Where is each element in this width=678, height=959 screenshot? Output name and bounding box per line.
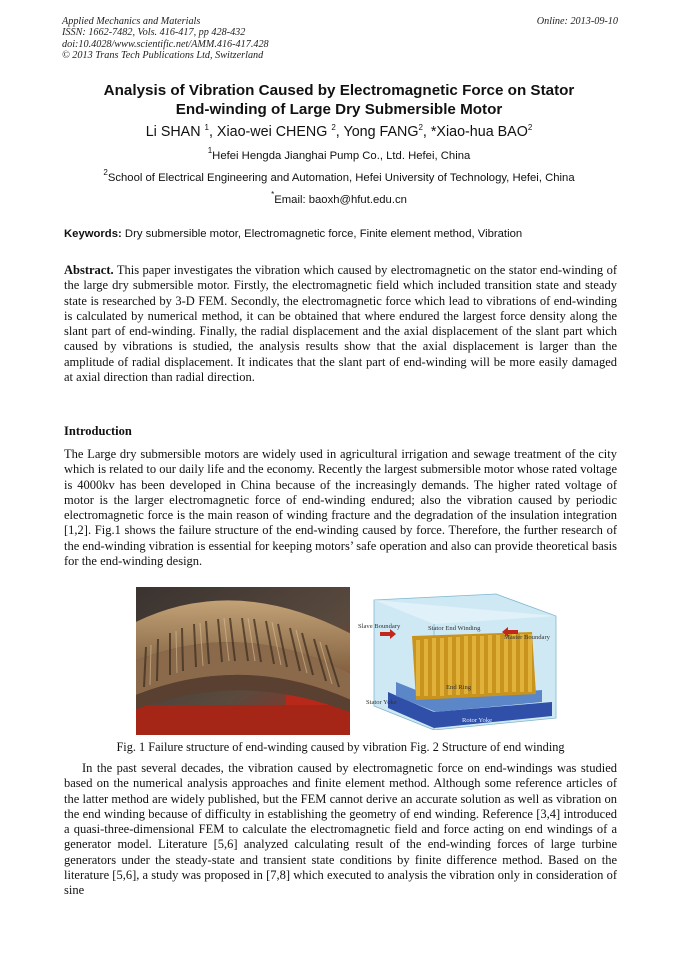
paper-title [40, 81, 638, 119]
author-1-affil: 1 [204, 123, 209, 132]
affiliation-1-text: Hefei Hengda Jianghai Pump Co., Ltd. Hefei, China [212, 150, 471, 162]
figure-1-photo [136, 587, 350, 735]
label-slave-boundary: Slave Boundary [358, 623, 401, 630]
figure-caption: Fig. 1 Failure structure of end-winding caused by vibration Fig. 2 Structure of end winding [116, 740, 565, 754]
label-master-boundary: Master Boundary [504, 634, 550, 641]
doi: doi:10.4028/www.scientific.net/AMM.416-417.428 [62, 38, 269, 50]
author-list [40, 122, 638, 142]
figure-2-model [356, 590, 564, 730]
copyright: © 2013 Trans Tech Publications Ltd, Switzerland [62, 50, 264, 62]
introduction-paragraph-2: In the past several decades, the vibration caused by electromagnetic force on end-windings was studied based on the numerical analysis approaches and finite element method. Although some reference articles of the latter method are widely published, but the FEM cannot derive an accurate solution as well as vibration on the end winding because of difficulty in establishing the geometry of end winding. Reference [3,4] introduced a quasi-three-dimensional FEM to calculate the electromagnetic field and force acting on end windings of a generator model. Literature [5,6] analyzed calculating result of the end-winding forces of large turbine generators under the steady-state and transient state conditions by finite difference method. Based on the literature [5,6], a study was proposed in [7,8] which executed to analysis the vibration only in consideration of sine [64, 761, 617, 898]
abstract-text: This paper investigates the vibration which caused by electromagnetic on the stator end-winding of the large dry submersible motor. Firstly, the electromagnetic field which included transition state and steady state is researched by 3-D FEM. Secondly, the electromagnetic force which lead to vibrations of end-winding is calculated by numerical method, it can be obtained that where endured the largest force density along the slant part of end-winding. Finally, the radial displacement and the axial displacement of the slant part which caused by vibrations is studied, the analysis results show that the axial displacement is larger than the amplitude of radial displacement. It indicates that the slant part of end-winding will be more easily damaged at axial direction than radial direction. [64, 263, 617, 385]
label-stator-end-winding: Stator End Winding [428, 625, 481, 632]
introduction-heading: Introduction [64, 424, 132, 438]
author-2-affil: 2 [331, 123, 336, 132]
author-2: , Xiao-wei CHENG [208, 124, 332, 140]
corresponding-email [30, 190, 648, 207]
keywords [64, 227, 620, 241]
journal-name: Applied Mechanics and Materials [62, 16, 201, 27]
label-rotor-yoke: Rotor Yoke [462, 717, 493, 724]
figure-2-image [356, 590, 564, 730]
journal-header [62, 16, 618, 62]
affiliation-2 [30, 168, 648, 185]
online-date: Online: 2013-09-10 [536, 16, 618, 27]
title-line-1: Analysis of Vibration Caused by Electromagnetic Force on Stator [103, 82, 575, 99]
email-text: Email: baoxh@hfut.edu.cn [274, 194, 407, 206]
affiliation-1 [30, 146, 648, 163]
email-mark: * [271, 190, 275, 199]
keywords-text: Dry submersible motor, Electromagnetic force, Finite element method, Vibration [121, 228, 523, 240]
affiliation-1-mark: 1 [207, 146, 213, 155]
label-stator-yoke: Stator Yoke [366, 699, 397, 706]
author-4: , *Xiao-hua BAO [422, 124, 528, 140]
author-3: , Yong FANG [335, 124, 419, 140]
title-line-2: End-winding of Large Dry Submersible Motor [175, 101, 503, 118]
abstract [64, 263, 617, 385]
author-4-affil: 2 [527, 123, 533, 132]
affiliation-2-text: School of Electrical Engineering and Automation, Hefei University of Technology, Hefei, China [107, 172, 575, 184]
label-end-ring: End Ring [446, 684, 472, 691]
issn: ISSN: 1662-7482, Vols. 416-417, pp 428-432 [62, 27, 246, 39]
affiliation-2-mark: 2 [103, 168, 108, 177]
introduction-paragraph-1: The Large dry submersible motors are widely used in agricultural irrigation and sewage treatment of the city which is related to our daily life and the economy. Recently the largest submersible motor whose rated voltage is 4000kv has been developed in China because of the increasingly demands. The higher rated voltage of motor is the larger electromagnetic force of end-winding endured; also the vibration caused by periodic electromagnetic force is the main reason of winding fracture and the degradation of the insulation integration [1,2]. Fig.1 shows the failure structure of the end-winding caused by force. Therefore, the further research of the end-winding vibration is essential for keeping motors’ safe operation and also can provide theoretical basis for the end-winding design. [64, 447, 617, 569]
author-1: Li SHAN [145, 124, 205, 140]
keywords-label: Keywords: [64, 228, 122, 240]
figure-1-image [136, 587, 350, 735]
author-3-affil: 2 [418, 123, 423, 132]
abstract-label: Abstract. [64, 263, 114, 277]
